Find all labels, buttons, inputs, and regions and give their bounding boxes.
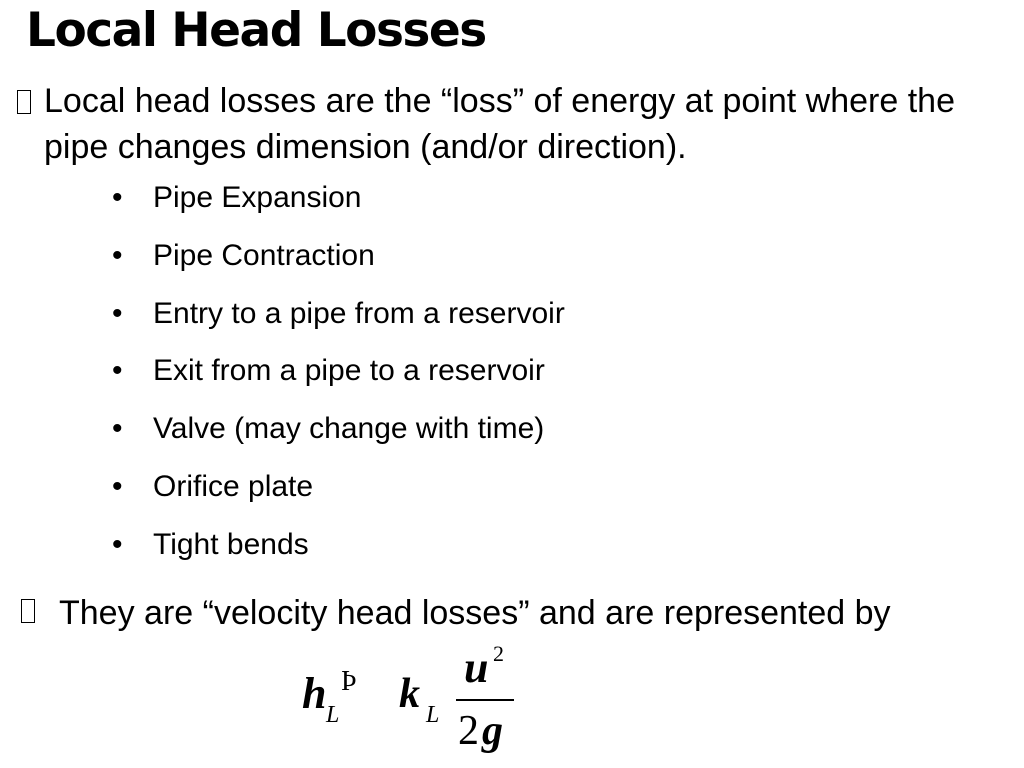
list-item [112, 350, 565, 408]
list-item-label: Tight bends [153, 527, 309, 561]
formula-numerator-u: u [464, 643, 489, 692]
list-item [112, 177, 565, 235]
formula-k: k [399, 671, 420, 717]
bullet-icon: • [112, 527, 123, 561]
lead-paragraph: Local head losses are the “loss” of energy at point where the pipe changes dimension (and/or direction). [44, 82, 955, 166]
list-item [112, 293, 565, 351]
formula-equals-glyph: Þ [341, 666, 357, 697]
bullet-icon: • [112, 412, 123, 446]
list-item-label: Valve (may change with time) [153, 412, 545, 446]
formula-h: h [302, 669, 327, 718]
list-item-label: Orifice plate [153, 469, 314, 503]
list-item [112, 466, 565, 524]
bullet-icon: • [112, 469, 123, 503]
list-item-label: Exit from a pipe to a reservoir [153, 354, 545, 388]
list-item-label: Pipe Contraction [153, 238, 375, 272]
missing-glyph-bullet-icon [17, 90, 31, 114]
bullet-icon: • [112, 181, 123, 214]
loss-source-list [112, 177, 565, 582]
missing-glyph-bullet-icon [21, 599, 35, 623]
head-loss-formula [296, 640, 536, 760]
velocity-head-paragraph: They are “velocity head losses” and are represented by [59, 594, 891, 632]
list-item [112, 524, 565, 582]
formula-denominator-two: 2 [458, 708, 479, 754]
bullet-icon: • [112, 354, 123, 388]
formula-denominator-g: g [482, 708, 503, 754]
list-item-label: Entry to a pipe from a reservoir [153, 296, 565, 330]
list-item [112, 235, 565, 293]
formula-h-subscript: L [326, 702, 340, 728]
page-title: Local Head Losses [26, 3, 486, 58]
list-item [112, 408, 565, 466]
formula-k-subscript: L [426, 702, 440, 728]
list-item-label: Pipe Expansion [153, 181, 362, 214]
fraction-bar [456, 699, 514, 701]
bullet-icon: • [112, 238, 123, 272]
formula-exponent: 2 [493, 641, 504, 666]
bullet-icon: • [112, 296, 123, 330]
